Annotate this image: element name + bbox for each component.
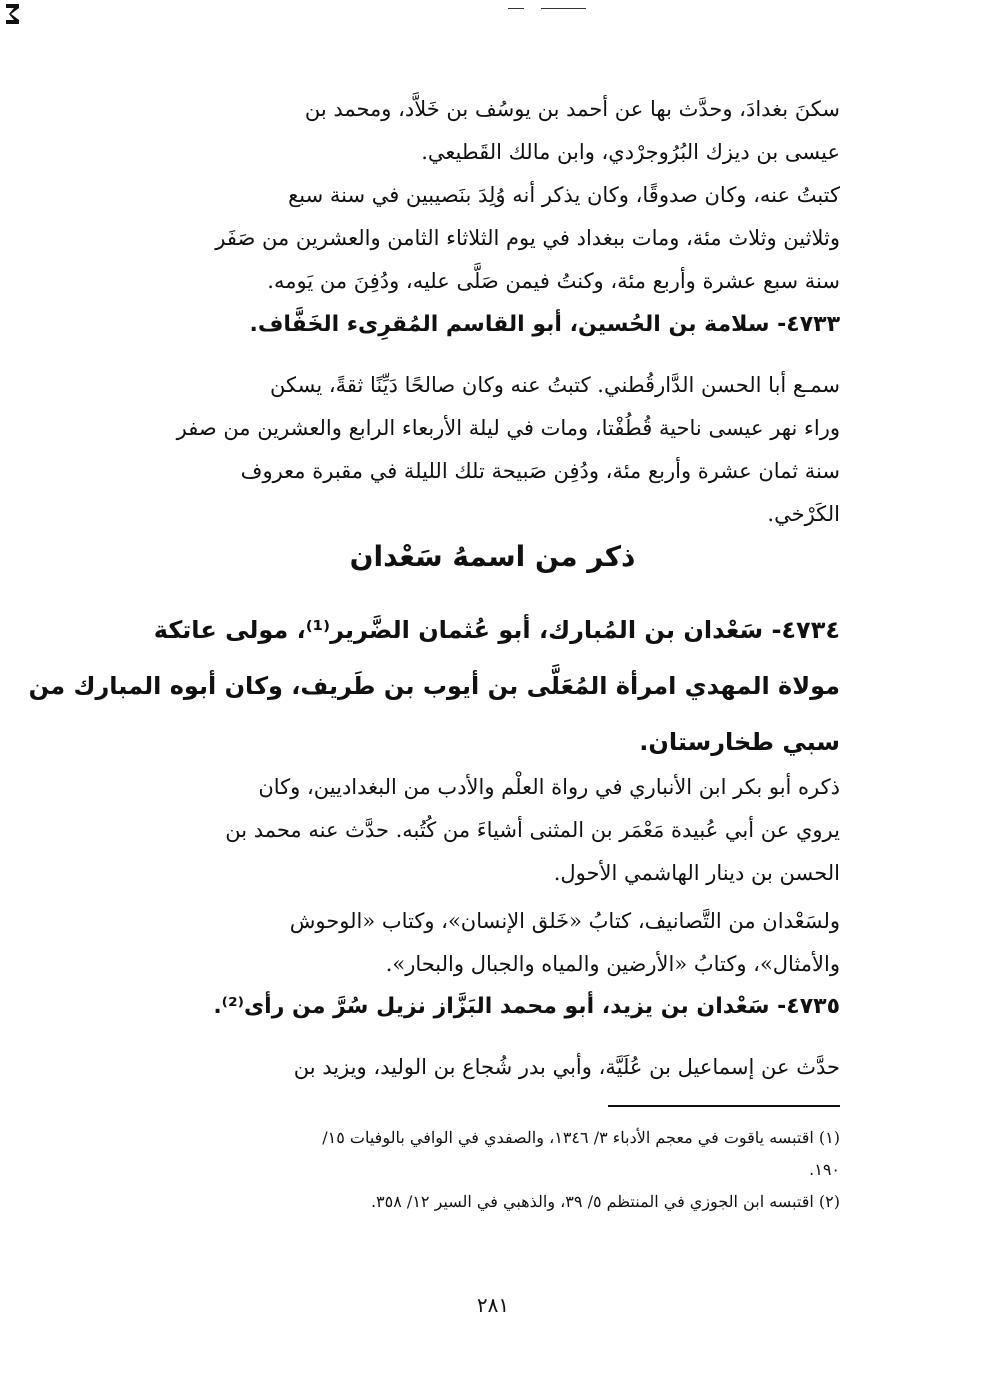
text-line: الحسن بن دينار الهاشمي الأحول. xyxy=(553,861,840,885)
text-line: عيسى بن ديزك البُرُوجرْدي، وابن مالك القَطيعي. xyxy=(421,140,840,164)
top-rule-left xyxy=(508,8,524,9)
text-line: ذكره أبو بكر ابن الأنباري في رواة العلْم والأدب من البغداديين، وكان xyxy=(258,775,840,799)
footnote-1-line-1: (١) اقتبسه ياقوت في معجم الأدباء ٣/ ١٣٤٦، والصفدي في الوافي بالوفيات ١٥/ xyxy=(322,1128,840,1147)
footnotes xyxy=(145,1122,840,1218)
text-line: يروي عن أبي عُبيدة مَعْمَر بن المثنى أشياءَ من كُتُبه. حدَّث عنه محمد بن xyxy=(225,818,840,842)
footnote-rule xyxy=(608,1105,840,1107)
paragraph-biography xyxy=(145,174,840,303)
entry-4734-paragraph-2 xyxy=(145,900,840,986)
text-line: سنة سبع عشرة وأربع مئة، وكنتُ فيمن صَلَّى عليه، ودُفِنَ من يَومه. xyxy=(267,269,840,293)
page-number: ٢٨١ xyxy=(476,1293,510,1317)
text-line: ولسَعْدان من التَّصانيف، كتابُ «خَلق الإنسان»، وكتاب «الوحوش xyxy=(289,909,840,933)
entry-heading-line: ٤٧٣٥- سَعْدان بن يزيد، أبو محمد البَزَّاز نزيل سُرَّ من رأى⁽²⁾. xyxy=(213,994,840,1019)
footnote-2: (٢) اقتبسه ابن الجوزي في المنتظم ٥/ ٣٩، والذهبي في السير ١٢/ ٣٥٨. xyxy=(370,1192,840,1211)
top-rule-right xyxy=(541,8,586,9)
entry-4733-heading xyxy=(145,304,840,346)
entry-4734-heading xyxy=(28,602,840,770)
text-line: الكَرْخي. xyxy=(767,502,840,526)
text-line: حدَّث عن إسماعيل بن عُلَيَّة، وأبي بدر شُجاع بن الوليد، ويزيد بن xyxy=(293,1055,840,1079)
section-title: ذكر من اسمهُ سَعْدان xyxy=(349,540,636,573)
paragraph-continuation xyxy=(145,88,840,174)
entry-heading-line: ٤٧٣٤- سَعْدان بن المُبارك، أبو عُثمان الضَّرير⁽¹⁾، مولى عاتكة xyxy=(153,616,840,644)
text-line: سنة ثمان عشرة وأربع مئة، ودُفِن صَبيحة تلك الليلة في مقبرة معروف xyxy=(240,459,840,483)
entry-4734-paragraph-1 xyxy=(145,766,840,895)
text-line: سكنَ بغدادَ، وحدَّث بها عن أحمد بن يوسُف بن خَلاَّد، ومحمد بن xyxy=(304,97,840,121)
text-line: وراء نهر عيسى ناحية قُطُفْتا، ومات في ليلة الأربعاء الرابع والعشرين من صفر xyxy=(176,416,840,440)
entry-4735-body xyxy=(145,1046,840,1089)
text-line: وثلاثين وثلاث مئة، ومات ببغداد في يوم الثلاثاء الثامن والعشرين من صَفَر xyxy=(215,226,840,250)
text-line: كتبتُ عنه، وكان صدوقًا، وكان يذكر أنه وُلِدَ بنَصيبين في سنة سبع xyxy=(288,183,840,207)
footnote-1-line-2: ١٩٠. xyxy=(809,1160,840,1179)
entry-heading-line: مولاة المهدي امرأة المُعَلَّى بن أيوب بن طَريف، وكان أبوه المبارك من xyxy=(28,672,840,700)
entry-4733-body xyxy=(145,364,840,536)
entry-heading-line: سبي طخارستان. xyxy=(639,728,840,756)
entry-4735-heading xyxy=(145,986,840,1028)
text-line: سمـع أبا الحسن الدَّارقُطني. كتبتُ عنه وكان صالحًا دَيِّنًا ثقةً، يسكن xyxy=(270,373,840,397)
text-line: والأمثال»، وكتابُ «الأرضين والمياه والجبال والبحار». xyxy=(385,952,840,976)
corner-bracket-icon xyxy=(6,0,20,30)
entry-heading-line: ٤٧٣٣- سلامة بن الحُسين، أبو القاسم المُقرِىء الخَفَّاف. xyxy=(249,312,840,337)
